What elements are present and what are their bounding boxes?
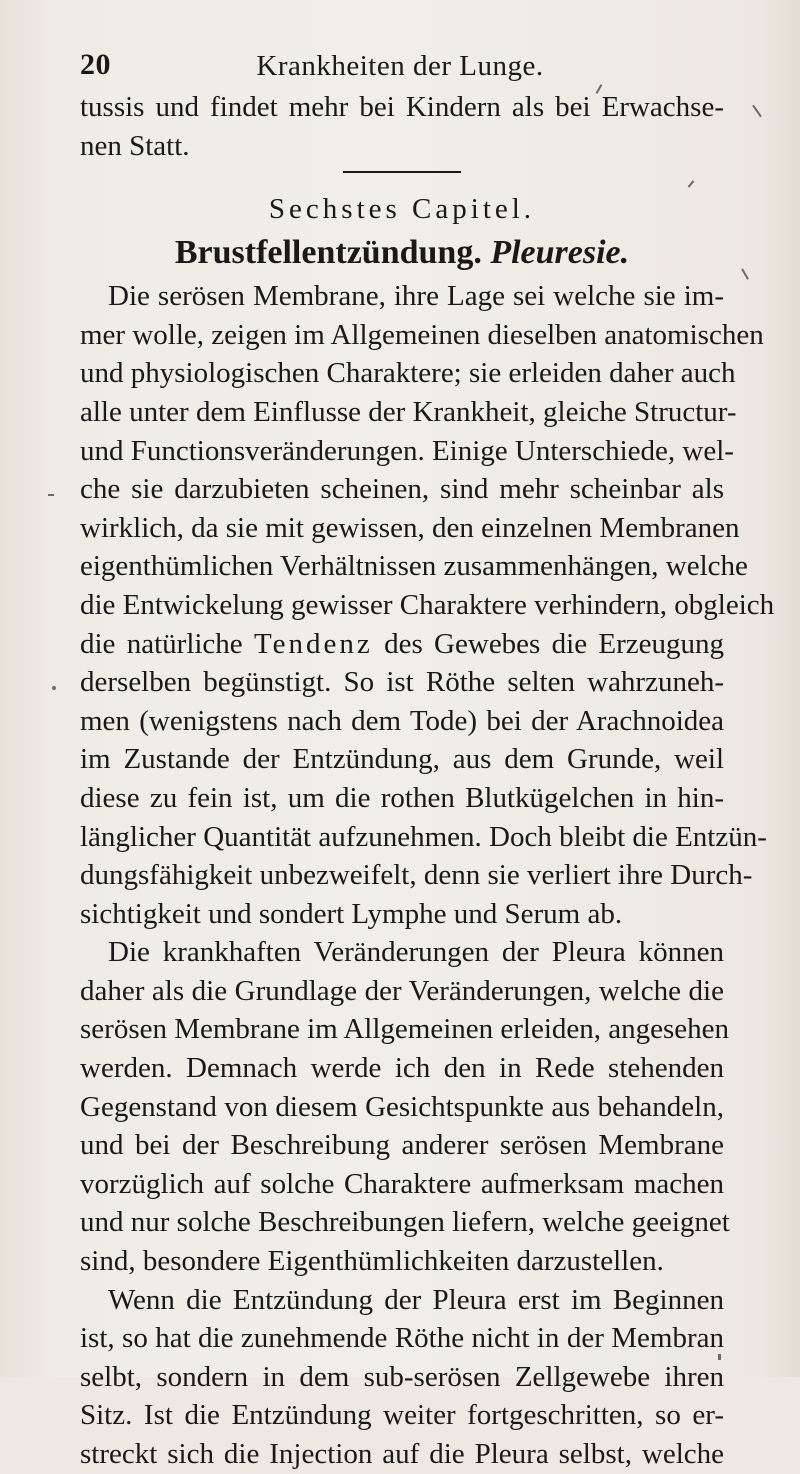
text-line: Die krankhaften Veränderungen der Pleura können <box>108 936 724 969</box>
text-line: Sitz. Ist die Entzündung weiter fortgeschritten, so er- <box>80 1399 724 1432</box>
text-line: men (wenigstens nach dem Tode) bei der Arachnoidea <box>80 704 724 737</box>
text-line: im Zustande der Entzündung, aus dem Grunde, weil <box>80 743 724 776</box>
section-title <box>80 231 724 275</box>
text-line: Die serösen Membrane, ihre Lage sei welche sie im- <box>108 280 724 313</box>
text-line: und bei der Beschreibung anderer serösen Membrane <box>80 1129 724 1162</box>
text-line: und Functionsveränderungen. Einige Unterschiede, wel- <box>80 434 734 467</box>
chapter-heading: Sechstes Capitel. <box>268 193 536 226</box>
text-line: tussis und findet mehr bei Kindern als bei Erwachse- <box>80 91 724 123</box>
page-number: 20 <box>80 48 111 81</box>
section-title-german: Brustfellentzündung. <box>174 234 482 272</box>
text-line: mer wolle, zeigen im Allgemeinen dieselben anatomischen <box>80 318 764 351</box>
text-line: eigenthümlichen Verhältnissen zusammenhängen, welche <box>80 550 748 583</box>
running-head: Krankheiten der Lunge. <box>256 50 544 82</box>
text-fragment: die natürliche <box>80 627 254 660</box>
text-line: länglicher Quantität aufzunehmen. Doch bleibt die Entzün- <box>80 820 767 853</box>
text-line: serösen Membrane im Allgemeinen erleiden, angesehen <box>80 1013 730 1046</box>
text-line: nen Statt. <box>80 129 190 162</box>
text-line: werden. Demnach werde ich den in Rede stehenden <box>80 1052 724 1085</box>
scan-speck <box>741 268 749 279</box>
scan-speck <box>752 105 762 118</box>
text-line: alle unter dem Einflusse der Krankheit, gleiche Structur- <box>80 395 737 428</box>
text-line: derselben begünstigt. So ist Röthe selten wahrzuneh- <box>80 666 724 699</box>
text-line: dungsfähigkeit unbezweifelt, denn sie verliert ihre Durch- <box>80 859 753 892</box>
text-line: streckt sich die Injection auf die Pleura selbst, welche <box>80 1438 724 1470</box>
text-line: diese zu fein ist, um die rothen Blutkügelchen in hin- <box>80 781 724 814</box>
page-header <box>80 48 720 84</box>
text-line: und nur solche Beschreibungen liefern, welche geeignet <box>80 1206 730 1239</box>
spaced-word: Tendenz <box>253 627 373 660</box>
text-line: die Entwickelung gewisser Charaktere verhindern, obgleich <box>80 588 775 621</box>
body-text <box>80 88 775 1474</box>
text-line <box>80 625 724 664</box>
scan-speck <box>718 1354 721 1360</box>
text-line: ist, so hat die zunehmende Röthe nicht in der Membran <box>80 1322 724 1355</box>
paragraph-3 <box>80 1281 724 1474</box>
text-line: sichtigkeit und sondert Lymphe und Serum ab. <box>80 897 623 930</box>
text-line: Gegenstand von diesem Gesichtspunkte aus behandeln, <box>80 1090 724 1123</box>
text-line: che sie darzubieten scheinen, sind mehr scheinbar als <box>80 473 724 506</box>
section-divider <box>343 171 461 173</box>
paragraph-2 <box>80 933 730 1280</box>
text-line: sind, besondere Eigenthümlichkeiten darzustellen. <box>80 1245 664 1278</box>
text-line: wirklich, da sie mit gewissen, den einzelnen Membranen <box>80 511 740 544</box>
text-line: Wenn die Entzündung der Pleura erst im Beginnen <box>108 1283 724 1316</box>
text-fragment: des Gewebes die Erzeugung <box>372 627 724 660</box>
scan-speck <box>52 686 56 690</box>
section-title-latin: Pleuresie. <box>490 234 630 272</box>
scan-speck <box>48 494 54 496</box>
text-line: selbt, sondern in dem sub-serösen Zellgewebe ihren <box>80 1360 724 1393</box>
paragraph-1 <box>80 277 775 933</box>
text-line: und physiologischen Charaktere; sie erleiden daher auch <box>80 357 736 390</box>
text-line: vorzüglich auf solche Charaktere aufmerksam machen <box>80 1167 724 1200</box>
text-line: daher als die Grundlage der Veränderungen, welche die <box>80 974 724 1007</box>
